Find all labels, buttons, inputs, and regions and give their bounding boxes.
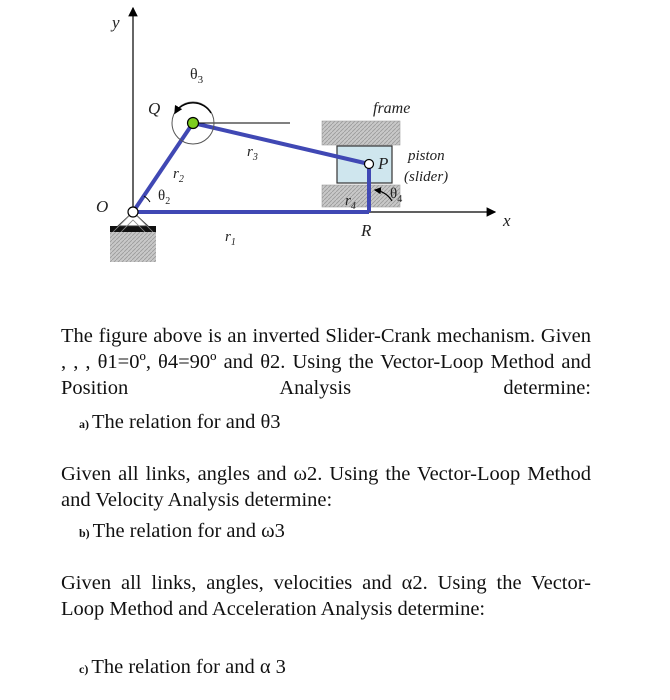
mechanism-diagram (0, 0, 670, 300)
question-c-text: The relation for and α 3 (91, 656, 286, 678)
x-axis-label: x (503, 211, 511, 230)
position-analysis-paragraph: The figure above is an inverted Slider-Crank mechanism. Given , , , θ1=0º, θ4=90º and θ2. Using the Vector-Loop Method and Position Analysis determine: (61, 325, 591, 399)
label-q: Q (148, 99, 161, 118)
label-slider: (slider) (404, 169, 449, 185)
question-b-tag: b) (79, 526, 90, 540)
question-a (79, 409, 281, 437)
question-c (79, 654, 286, 682)
question-a-text: The relation for and θ3 (92, 411, 281, 433)
question-b (79, 518, 285, 546)
label-theta2: $\theta_2$ (158, 188, 171, 207)
joint-p (365, 160, 374, 169)
label-r2: $r_2$ (173, 166, 184, 185)
question-a-tag: a) (79, 417, 89, 431)
joint-o (128, 207, 138, 217)
question-c-tag: c) (79, 662, 89, 676)
acceleration-analysis-paragraph: Given all links, angles, velocities and α2. Using the Vector-Loop Method and Acceleration Analysis determine: (61, 572, 591, 620)
label-p: P (378, 154, 389, 173)
velocity-analysis-paragraph: Given all links, angles and ω2. Using the Vector-Loop Method and Velocity Analysis determine: (61, 463, 591, 511)
label-frame: frame (373, 100, 411, 117)
ground-support (110, 212, 156, 262)
label-r3: $r_3$ (247, 144, 258, 163)
question-b-text: The relation for and ω3 (92, 520, 285, 542)
label-theta4: $\theta_4$ (390, 186, 403, 205)
y-axis-label: y (112, 13, 120, 32)
theta3-arc (175, 103, 211, 113)
label-theta3: $\theta_3$ (190, 66, 204, 86)
label-r4: $r_4$ (345, 193, 356, 212)
label-piston: piston (408, 148, 445, 164)
theta2-arc (144, 196, 150, 202)
joint-q (188, 118, 199, 129)
label-r1: $r_1$ (225, 229, 236, 248)
label-o: O (96, 197, 109, 216)
label-r: R (361, 221, 372, 240)
frame-guide-top (322, 121, 400, 145)
